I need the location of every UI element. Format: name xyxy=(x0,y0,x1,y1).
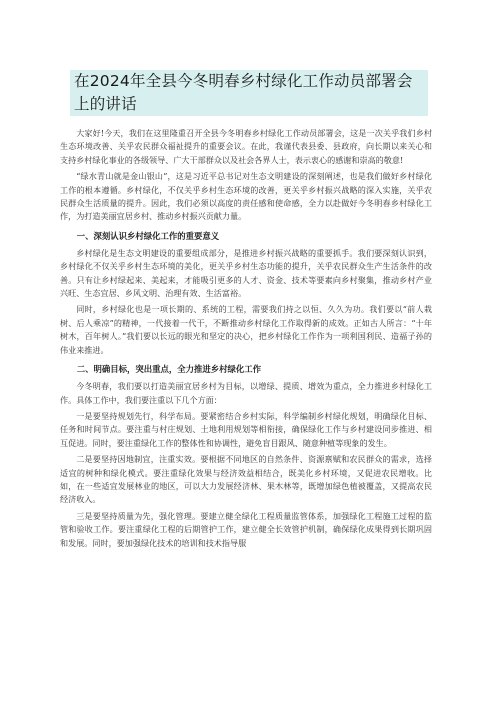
paragraph-opening: 大家好!今天，我们在这里隆重召开全县今冬明春乡村绿化工作动员部署会，这是一次关乎我们乡村生态环境改善、关乎农民群众福祉提升的重要会议。在此，我谨代表县委、县政府，向长期以来关心和支持乡村绿化事业的各级领导、广大干部群众以及社会各界人士，表示衷心的感谢和崇高的敬意! xyxy=(60,128,432,165)
section-heading-1: 一、深刻认识乡村绿化工作的重要意义 xyxy=(76,230,220,241)
paragraph-point-3: 三是要坚持质量为先，强化管理。要建立健全绿化工程质量监管体系，加强绿化工程施工过程的监管和验收工作。要注重绿化工程的后期管护工作，建立健全长效管护机制，确保绿化成果得到长期巩固和发展。同时，要加强绿化技术的培训和技术指导服 xyxy=(60,510,432,548)
paragraph-goals: 今冬明春，我们要以打造美丽宜居乡村为目标，以增绿、提质、增效为重点，全力推进乡村绿化工作。具体工作中，我们要注重以下几个方面： xyxy=(60,381,432,405)
paragraph-significance: 乡村绿化是生态文明建设的重要组成部分，是推进乡村振兴战略的重要抓手。我们要深刻认识到，乡村绿化不仅关乎乡村生态环境的美化，更关乎乡村生态功能的提升，关乎农民群众生产生活条件的改善。只有让乡村绿起来、美起来，才能吸引更多的人才、资金、技术等要素向乡村聚集，推动乡村产业兴旺、生态宜居、乡风文明、治理有效、生活富裕。 xyxy=(60,247,432,299)
title-highlight xyxy=(70,70,428,116)
paragraph-long-term: 同时，乡村绿化也是一项长期的、系统的工程，需要我们持之以恒、久久为功。我们要以“前人栽树、后人乘凉”的精神，一代接着一代干，不断推动乡村绿化工作取得新的成效。正如古人所言：“十年树木，百年树人。”我们要以长远的眼光和坚定的决心，把乡村绿化工作作为一项利国利民、造福子孙的伟业来推进。 xyxy=(60,304,432,355)
document-title: 在2024年全县今冬明春乡村绿化工作动员部署会上的讲话 xyxy=(74,72,413,113)
paragraph-quote: “绿水青山就是金山银山”，这是习近平总书记对生态文明建设的深刻阐述，也是我们做好乡村绿化工作的根本遵循。乡村绿化，不仅关乎乡村生态环境的改善，更关乎乡村振兴战略的深入实施，关乎农民群众生活质量的提升。因此，我们必须以高度的责任感和使命感，全力以赴做好今冬明春乡村绿化工作，为打造美丽宜居乡村、推动乡村振兴贡献力量。 xyxy=(60,171,432,222)
section-heading-2: 二、明确目标，突出重点，全力推进乡村绿化工作 xyxy=(76,364,262,375)
paragraph-point-1: 一是要坚持规划先行，科学布局。要紧密结合乡村实际，科学编制乡村绿化规划，明确绿化目标、任务和时间节点。要注重与村庄规划、土地利用规划等相衔接，确保绿化工作与乡村建设同步推进、相互促进。同时，要注重绿化工作的整体性和协调性，避免盲目跟风、随意种植等现象的发生。 xyxy=(60,410,432,448)
document-body xyxy=(60,127,432,550)
paragraph-point-2: 二是要坚持因地制宜，注重实效。要根据不同地区的自然条件、资源禀赋和农民群众的需求，选择适宜的树种和绿化模式。要注重绿化效果与经济效益相结合，既美化乡村环境，又促进农民增收。比如，在一些适宜发展林业的地区，可以大力发展经济林、果木林等，既增加绿色植被覆盖，又提高农民经济收入。 xyxy=(60,454,432,505)
